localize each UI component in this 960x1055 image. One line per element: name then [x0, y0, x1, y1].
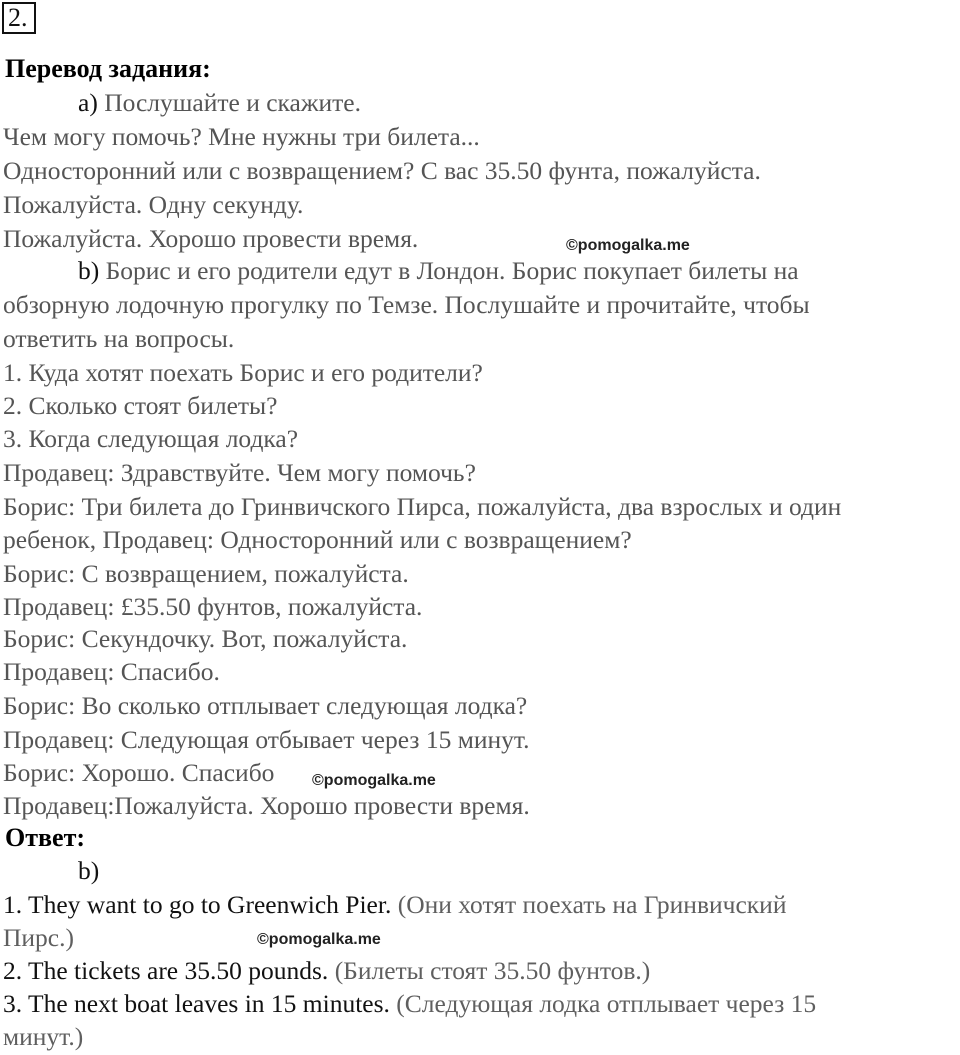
section-a-line: Чем могу помочь? Мне нужны три билета...	[3, 122, 480, 151]
dialogue-line: Продавец: Спасибо.	[3, 657, 220, 686]
answer-item	[3, 988, 816, 1020]
section-a-marker: a)	[78, 88, 98, 117]
answer-en: 2. The tickets are 35.50 pounds.	[3, 956, 329, 985]
answer-heading: Ответ:	[5, 823, 86, 852]
question-item: 1. Куда хотят поехать Борис и его родители?	[3, 358, 483, 387]
translation-heading: Перевод задания:	[5, 54, 211, 83]
dialogue-line: Продавец: Здравствуйте. Чем могу помочь?	[3, 458, 476, 487]
dialogue-line: Борис: Хорошо. Спасибо	[3, 758, 275, 787]
section-a-line: Односторонний или с возвращением? С вас 35.50 фунта, пожалуйста.	[3, 156, 761, 185]
section-b-instruction-line: обзорную лодочную прогулку по Темзе. Послушайте и прочитайте, чтобы	[3, 290, 810, 319]
dialogue-line: Продавец:Пожалуйста. Хорошо провести время.	[3, 791, 530, 820]
answer-item	[3, 889, 786, 921]
section-a-line: Пожалуйста. Хорошо провести время.	[3, 224, 419, 253]
section-b-instruction	[78, 255, 799, 287]
task-number-box: 2.	[2, 2, 36, 34]
watermark: ©pomogalka.me	[312, 772, 436, 789]
answer-item	[3, 955, 650, 987]
section-a-instruction-text: Послушайте и скажите.	[97, 88, 361, 117]
watermark: ©pomogalka.me	[566, 237, 690, 254]
answer-ru-continuation: минут.)	[3, 1022, 84, 1051]
answer-ru: (Билеты стоят 35.50 фунтов.)	[328, 956, 651, 985]
answer-ru: (Они хотят поехать на Гринвичский	[391, 890, 787, 919]
section-b-instruction-text: Борис и его родители едут в Лондон. Борис покупает билеты на	[99, 256, 799, 285]
dialogue-line: Борис: Три билета до Гринвичского Пирса, пожалуйста, два взрослых и один	[3, 492, 842, 521]
question-item: 2. Сколько стоят билеты?	[3, 391, 278, 420]
answer-ru-continuation: Пирс.)	[3, 923, 74, 952]
dialogue-line: Борис: С возвращением, пожалуйста.	[3, 559, 409, 588]
answer-marker: b)	[78, 856, 100, 885]
section-a-line: Пожалуйста. Одну секунду.	[3, 190, 304, 219]
section-b-marker: b)	[78, 256, 100, 285]
answer-ru: (Следующая лодка отплывает через 15	[389, 989, 817, 1018]
dialogue-line: ребенок, Продавец: Односторонний или с возвращением?	[3, 525, 632, 554]
section-b-instruction-line: ответить на вопросы.	[3, 324, 235, 353]
dialogue-line: Борис: Во сколько отплывает следующая лодка?	[3, 691, 528, 720]
answer-en: 3. The next boat leaves in 15 minutes.	[3, 989, 390, 1018]
watermark: ©pomogalka.me	[257, 931, 381, 948]
answer-en: 1. They want to go to Greenwich Pier.	[3, 890, 392, 919]
question-item: 3. Когда следующая лодка?	[3, 424, 299, 453]
dialogue-line: Продавец: £35.50 фунтов, пожалуйста.	[3, 592, 423, 621]
section-a-instruction	[78, 87, 361, 119]
dialogue-line: Продавец: Следующая отбывает через 15 минут.	[3, 725, 530, 754]
dialogue-line: Борис: Секундочку. Вот, пожалуйста.	[3, 624, 408, 653]
